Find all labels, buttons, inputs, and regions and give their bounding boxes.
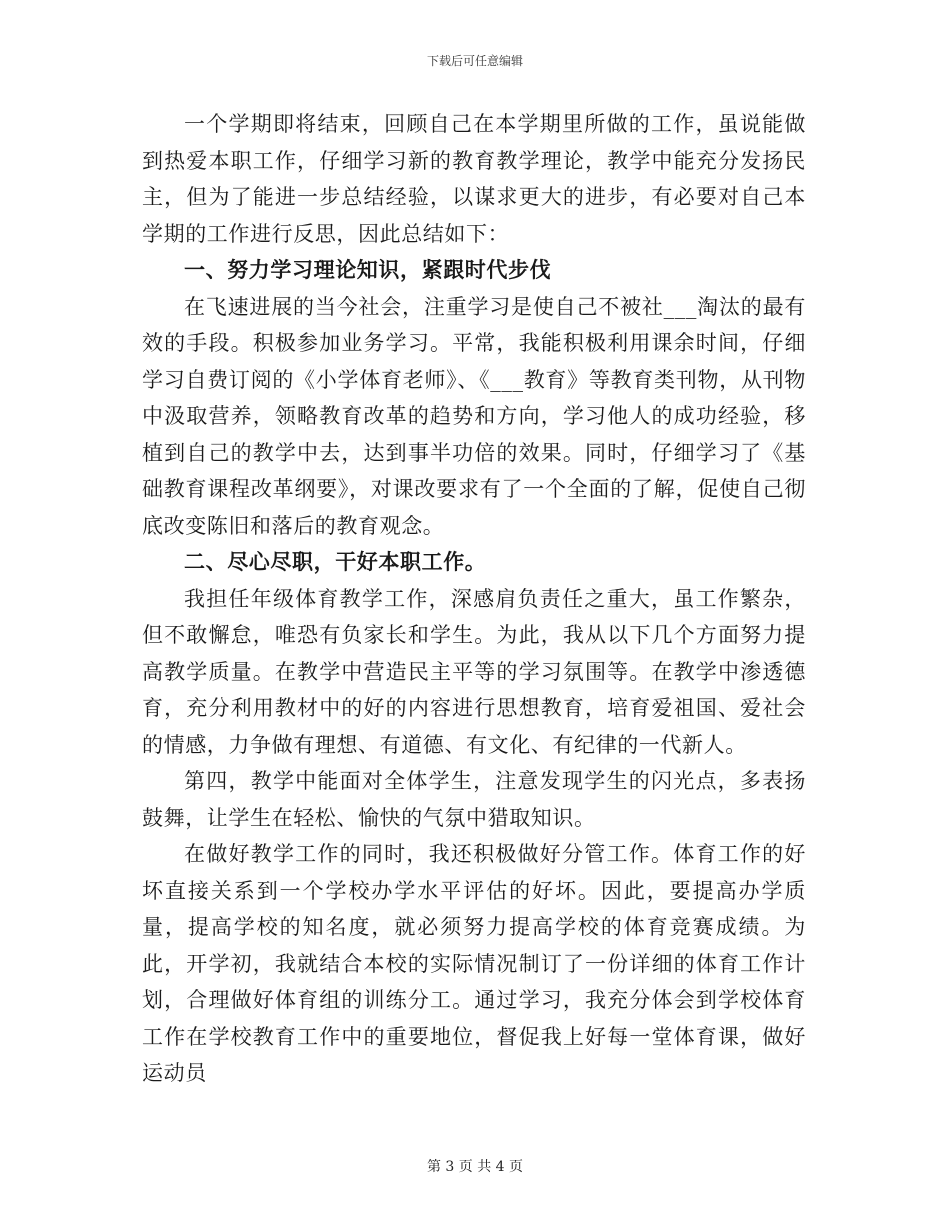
section-2-paragraph-2: 第四，教学中能面对全体学生，注意发现学生的闪光点，多表扬鼓舞，让学生在轻松、愉快的气氛中猎取知识。 bbox=[142, 769, 806, 830]
section-2-paragraph-3: 在做好教学工作的同时，我还积极做好分管工作。体育工作的好坏直接关系到一个学校办学水平评估的好坏。因此，要提高办学质量，提高学校的知名度，就必须努力提高学校的体育竞赛成绩。为此，开学初，我就结合本校的实际情况制订了一份详细的体育工作计划，合理做好体育组的训练分工。通过学习，我充分体会到学校体育工作在学校教育工作中的重要地位，督促我上好每一堂体育课，做好运动员 bbox=[142, 842, 806, 1085]
page-header-note: 下载后可任意编辑 bbox=[426, 54, 523, 68]
intro-paragraph: 一个学期即将结束，回顾自己在本学期里所做的工作，虽说能做到热爱本职工作，仔细学习新的教育教学理论，教学中能充分发扬民主，但为了能进一步总结经验，以谋求更大的进步，有必要对自己本学期的工作进行反思，因此总结如下： bbox=[142, 112, 806, 246]
section-heading-2: 二、尽心尽职，干好本职工作。 bbox=[184, 549, 487, 574]
section-heading-1: 一、努力学习理论知识，紧跟时代步伐 bbox=[184, 257, 552, 282]
page-number: 第 3 页 共 4 页 bbox=[426, 1159, 524, 1175]
document-body bbox=[142, 106, 806, 1092]
section-1-paragraph: 在飞速进展的当今社会，注重学习是使自己不被社___淘汰的最有效的手段。积极参加业务学习。平常，我能积极利用课余时间，仔细学习自费订阅的《小学体育老师》、《___教育》等教育类刊物，从刊物中汲取营养，领略教育改革的趋势和方向，学习他人的成功经验，移植到自己的教学中去，达到事半功倍的效果。同时，仔细学习了《基础教育课程改革纲要》，对课改要求有了一个全面的了解，促使自己彻底改变陈旧和落后的教育观念。 bbox=[142, 294, 806, 538]
section-2-paragraph-1: 我担任年级体育教学工作，深感肩负责任之重大，虽工作繁杂，但不敢懈怠，唯恐有负家长和学生。为此，我从以下几个方面努力提高教学质量。在教学中营造民主平等的学习氛围等。在教学中渗透德育，充分利用教材中的好的内容进行思想教育，培育爱祖国、爱社会的情感，力争做有理想、有道德、有文化、有纪律的一代新人。 bbox=[142, 586, 806, 757]
